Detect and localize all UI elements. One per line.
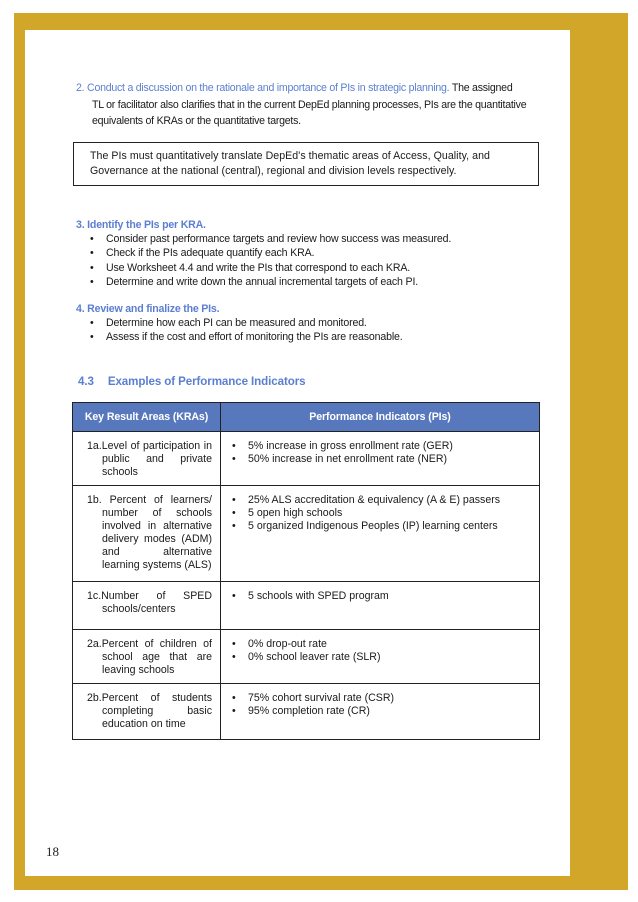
kra-pi-table [72, 402, 540, 740]
list-item: • Check if the PIs adequate quantify each KRA. [90, 246, 451, 260]
table-row [73, 486, 540, 582]
column-header-pi: Performance Indicators (PIs) [221, 403, 540, 432]
pi-cell [221, 486, 540, 582]
list-item: • Determine how each PI can be measured and monitored. [90, 316, 403, 330]
kra-cell [73, 432, 221, 486]
step-2-number: 2. [76, 82, 85, 94]
pi-cell [221, 684, 540, 740]
section-4-3-heading [78, 375, 305, 388]
list-item: • Determine and write down the annual incremental targets of each PI. [90, 275, 451, 289]
pi-item: • 5% increase in gross enrollment rate (GER) [231, 440, 533, 453]
step-3-section [76, 218, 451, 289]
step-4-section [76, 302, 403, 345]
pi-item: • 0% drop-out rate [231, 638, 533, 651]
kra-cell [73, 486, 221, 582]
table-row [73, 684, 540, 740]
pi-item: • 50% increase in net enrollment rate (NER) [231, 453, 533, 466]
table-header-row [73, 403, 540, 432]
kra-text: 1c.Number of SPED schools/centers [87, 590, 212, 615]
page-border-top [14, 13, 628, 30]
pi-item: • 5 organized Indigenous Peoples (IP) learning centers [231, 520, 533, 533]
table-row [73, 432, 540, 486]
kra-cell [73, 684, 221, 740]
step-2-text-line3: equivalents of KRAs or the quantitative targets. [92, 115, 301, 127]
page-border-bottom [14, 876, 628, 890]
step-2-text-line1: The assigned [451, 82, 513, 94]
step-3-list [76, 232, 451, 289]
kra-cell [73, 630, 221, 684]
note-box [73, 142, 539, 186]
page-number: 18 [46, 844, 59, 859]
pi-item: • 95% completion rate (CR) [231, 705, 533, 718]
kra-text: 2a.Percent of children of school age that are leaving schools [87, 638, 212, 676]
pi-cell [221, 582, 540, 630]
step-2-paragraph [76, 80, 546, 130]
note-line-2: Governance at the national (central), regional and division levels respectively. [90, 165, 457, 177]
pi-item: • 25% ALS accreditation & equivalency (A & E) passers [231, 494, 533, 507]
pi-item: • 75% cohort survival rate (CSR) [231, 692, 533, 705]
section-4-3-number: 4.3 [78, 375, 94, 388]
note-line-1: The PIs must quantitatively translate DepEd's thematic areas of Access, Quality, and [90, 150, 490, 162]
pi-item: • 0% school leaver rate (SLR) [231, 651, 533, 664]
section-4-3-title: Examples of Performance Indicators [107, 375, 306, 388]
kra-text: 2b.Percent of students completing basic education on time [87, 692, 212, 730]
page-border-left [14, 13, 25, 890]
kra-text: 1b. Percent of learners/ number of schools involved in alternative delivery modes (ADM) and alternative learning systems (ALS) [87, 494, 212, 571]
step-4-title: 4. Review and finalize the PIs. [76, 303, 220, 315]
page-border-right [570, 13, 628, 890]
table-row [73, 630, 540, 684]
step-4-list [76, 316, 403, 344]
pi-item: • 5 open high schools [231, 507, 533, 520]
pi-item: • 5 schools with SPED program [231, 590, 533, 603]
list-item: • Use Worksheet 4.4 and write the PIs that correspond to each KRA. [90, 261, 451, 275]
pi-cell [221, 630, 540, 684]
step-2-heading: Conduct a discussion on the rationale and importance of PIs in strategic planning. [87, 82, 450, 94]
list-item: • Assess if the cost and effort of monitoring the PIs are reasonable. [90, 330, 403, 344]
pi-cell [221, 432, 540, 486]
step-2-text-line2: TL or facilitator also clarifies that in the current DepEd planning processes, PIs are the quantitative [92, 98, 527, 111]
list-item: • Consider past performance targets and review how success was measured. [90, 232, 451, 246]
kra-text: 1a.Level of participation in public and private schools [87, 440, 212, 478]
table-row [73, 582, 540, 630]
column-header-kra: Key Result Areas (KRAs) [73, 403, 221, 432]
step-3-title: 3. Identify the PIs per KRA. [76, 219, 206, 231]
kra-cell [73, 582, 221, 630]
